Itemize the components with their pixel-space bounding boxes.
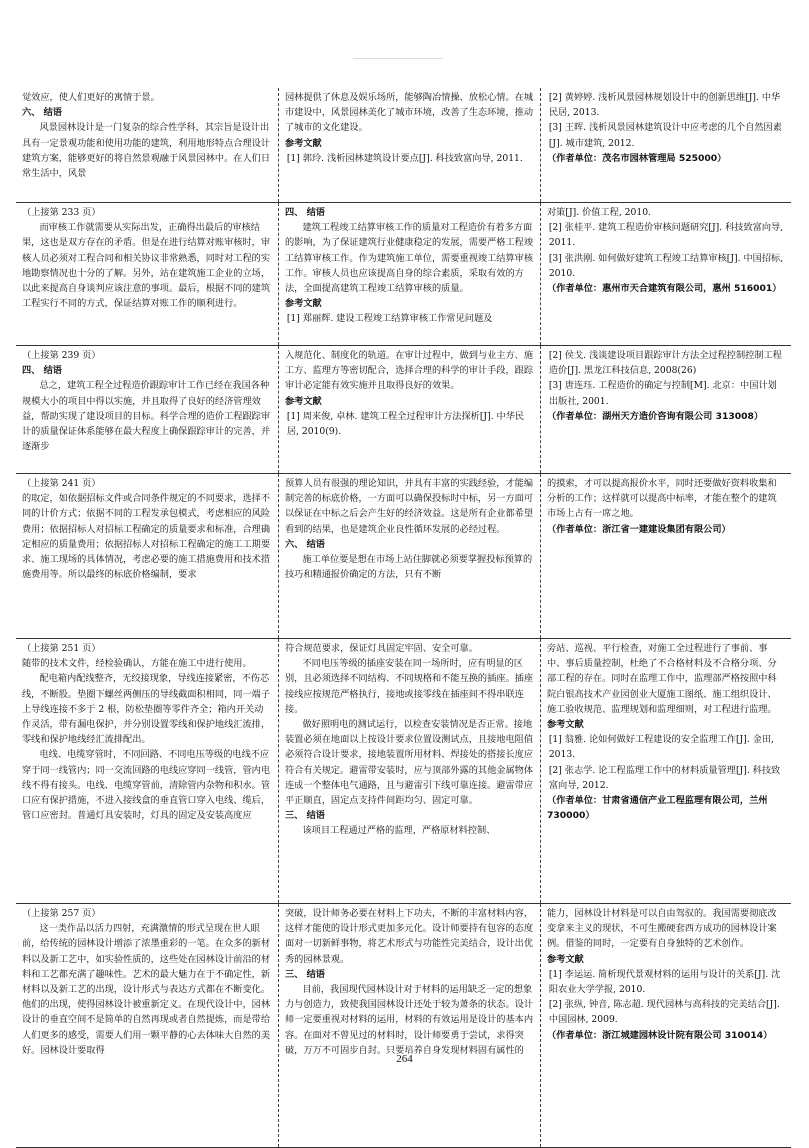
author-affiliation: （作者单位：惠州市天合建筑有限公司，惠州 516001）	[547, 283, 782, 295]
journal-page	[16, 88, 791, 1148]
reference-entry: [1] 郭玲. 浅析园林建筑设计要点[J]. 科技致富向导, 2011.	[286, 152, 523, 164]
author-affiliation: （作者单位：甘肃省通信产业工程监理有限公司，兰州 730000）	[547, 795, 768, 822]
reference-entry: [3] 张洪刚. 如何做好建筑工程竣工结算审核[J]. 中国招标, 2010.	[548, 252, 784, 279]
text-column	[16, 346, 278, 473]
text-column	[16, 203, 278, 345]
top-rule	[353, 58, 443, 59]
section-heading: 四、 结语	[285, 207, 325, 218]
paragraph: 建筑工程竣工结算审核工作的质量对工程造价有着多方面的影响，为了保证建筑行业健康稳定的发展，需要严格工程竣工结算审核工作。作为建筑施工单位，需要重视竣工结算审核工作。审核人员也应该提高自身的综合素质，采取有效的方法，全面提高建筑工程竣工结算审核的质量。	[285, 222, 534, 295]
reference-entry: [2] 侯戈. 浅谈建设项目跟踪审计方法全过程控制控制工程造价[J]. 黑龙江科技信息, 2008(26)	[548, 350, 782, 377]
reference-entry: [1] 周来俊, 卓林. 建筑工程全过程审计方法探析[J]. 中华民居, 2010(9).	[286, 410, 525, 438]
text-column	[278, 639, 540, 903]
reference-entry: [2] 张桂平. 建筑工程造价审核问题研究[J]. 科技致富向导, 2011.	[548, 222, 784, 249]
text-column	[540, 639, 791, 903]
paragraph: 该项目工程通过严格的监理，严格原材料控制、	[302, 825, 496, 837]
references-heading: 参考文献	[285, 298, 322, 310]
author-affiliation: （作者单位：茂名市园林管理局 525000）	[547, 152, 727, 164]
paragraph: 觉效应，使人们更好的寓情于景。	[22, 92, 160, 103]
paragraph: 电线、电缆穿管时，不同回路、不同电压等级的电线不应穿于同一线管内；同一交流回路的电线应穿同一线管，管内电线不得有接头。电线、电缆穿管前，清除管内杂物和积水。管口应有保护措施，不进入接线盒的垂直管口穿入电线、缆后，管口应密封。普通灯具安装时，灯具的固定及安装高度应	[22, 749, 271, 822]
paragraph: 的取定，如依据招标文件或合同条件规定的不同要求，选择不同的计价方式；依据不同的工程发承包模式，考虑相应的风险费用；依据招标人对招标工程确定的质量要求和标准，合理确定相应的质量费用；依据招标人对招标工程确定的施工工期要求、施工现场的具体情况，考虑必要的施工措施费用和技术措施费用等。所以最终的标底价格编制，要求	[22, 493, 271, 581]
author-affiliation: （作者单位：湖州天方造价咨询有限公司 313008）	[547, 410, 764, 422]
paragraph: 配电箱内配线整齐，无绞接现象，导线连接紧密，不伤芯线，不断股。垫圈下螺丝两侧压的导线截面积相同，同一端子上导线连接不多于 2 根，防松垫圈等零件齐全；箱内开关动作灵活，带有漏电保护，并分别设置零线和保护地线汇流排，零线和保护地线经汇流排配出。	[22, 673, 271, 746]
paragraph: 旁站、巡视、平行检查，对施工全过程进行了事前、事中、事后质量控制，杜绝了不合格材料及不合格分项、分部工程的存在。同时在监理工作中，监理部严格按照中科院白银高技术产业园创业大厦施工图纸、施工组织设计、施工验收规范、监理规划和监理细则，对工程进行监理。	[547, 643, 777, 715]
references-heading: 参考文献	[285, 137, 322, 149]
section-heading: 六、 结语	[22, 107, 62, 119]
page-number: 264	[396, 1053, 413, 1065]
reference-entry: [1] 李运运. 简析现代景观材料的运用与设计的关系[J]. 沈阳农业大学学报, 2010.	[548, 968, 781, 996]
author-affiliation: （作者单位：浙江省一建建设集团有限公司）	[547, 523, 731, 535]
text-column	[278, 346, 540, 473]
paragraph: 随带的技术文件，经检验确认，方能在施工中进行使用。	[22, 658, 252, 670]
text-column	[16, 904, 278, 1147]
paragraph: 不同电压等级的插座安装在同一场所时，应有明显的区别，且必须选择不同结构、不同规格和不能互换的插座。插座接线应按规范严格执行，接地或接零线在插座间不得串联连接。	[285, 658, 534, 715]
text-column	[540, 88, 791, 202]
paragraph: 预算人员有很强的理论知识，并具有丰富的实践经验，才能编制完善的标底价格，一方面可以确保投标时中标，另一方面可以保证在中标之后会产生好的经济效益。这是所有企业都希望看到的结果，也是建筑企业良性循环发展的必经过程。	[285, 478, 534, 535]
paragraph: 园林提供了休息及娱乐场所，能够陶冶情操、放松心情。在城市建设中，风景园林美化了城市环境，改善了生态环境，推动了城市的文化建设。	[285, 92, 534, 134]
paragraph: 的摸索，才可以提高报价水平，同时还要做好资料收集和分析的工作；这样就可以提高中标率，才能在整个的建筑市场上占有一席之地。	[547, 478, 777, 520]
section-heading: 六、 结语	[285, 538, 325, 550]
references-heading: 参考文献	[547, 953, 584, 965]
paragraph: 而审核工作就需要从实际出发，正确得出最后的审核结果，这也是双方存在的矛盾。但是在进行结算对账审核时，审核人员必须对工程合同和相关协议非常熟悉，同时对工程的实地勘察情况也十分的了解。另外，站在建筑施工企业的立场，以此来提高自身谈判应该注意的事项。最后，根据不同的建筑工程实行不同的方式，保证结算对账工作的顺利进行。	[22, 222, 271, 310]
references-heading: 参考文献	[547, 719, 584, 731]
paragraph: 风景园林设计是一门复杂的综合性学科，其宗旨是设计出具有一定景观功能和使用功能的建筑，利用地形特点合理设计建筑方案，能够更好的将自然景观融于风景园林中。在人们日常生活中，风景	[22, 122, 271, 180]
continuation-note: （上接第 251 页）	[22, 643, 101, 654]
text-column	[540, 346, 791, 473]
paragraph: 入规范化、制度化的轨道。在审计过程中，做到与业主方、施工方、监理方等密切配合，选择合理的科学的审计手段，跟踪审计必定能有效实施并且取得良好的效果。	[285, 350, 534, 392]
reference-entry: [2] 张志学. 论工程监理工作中的材料质量管理[J]. 科技致富向导, 2012.	[548, 764, 781, 791]
reference-entry: [1] 郑丽辉. 建设工程竣工结算审核工作常见问题及	[286, 313, 493, 325]
text-column	[278, 904, 540, 1147]
references-heading: 参考文献	[285, 395, 322, 407]
article-fragment	[16, 203, 791, 346]
section-heading: 三、 结语	[285, 810, 325, 822]
paragraph: 对策[J]. 价值工程, 2010.	[547, 207, 651, 218]
continuation-note: （上接第 257 页）	[22, 908, 101, 919]
paragraph: 做好照明电的测试运行，以检查安装情况是否正常。接地装置必须在地面以上按设计要求位置设测试点，且接地电阻值必须符合设计要求，接地装置所用材料、焊接处的搭接长度应符合有关规定。避雷带安装时，应与顶部外露的其他金属物体连成一个整体电气通路，且与避雷引下线可靠连接。避雷带应平正顺直，固定点支持件间距均匀、固定可靠。	[285, 719, 534, 807]
author-affiliation: （作者单位：浙江城建园林设计院有限公司 310014）	[547, 1029, 773, 1041]
article-fragment	[16, 346, 791, 474]
paragraph: 能力，园林设计材料是可以自由驾驭的。我国需要彻底改变拿来主义的现状，不可生搬硬套西方成功的园林设计案例。借鉴的同时，一定要有自身独特的艺术创作。	[547, 908, 777, 950]
text-column	[540, 203, 791, 345]
section-heading: 三、 结语	[285, 968, 325, 980]
text-column	[278, 474, 540, 638]
section-heading: 四、 结语	[22, 365, 62, 377]
paragraph: 突破，设计师务必要在材料上下功夫，不断的丰富材料内容，这样才能使的设计形式更加多元化。设计师要持有包容的态度面对一切新鲜事物，将艺术形式与功能性完美结合，设计出优秀的园林景观。	[285, 908, 534, 965]
article-fragment	[16, 639, 791, 904]
reference-entry: [2] 黄婷婷. 浅析风景园林规划设计中的创新思维[J]. 中华民居, 2013.	[548, 92, 781, 119]
article-fragment	[16, 904, 791, 1148]
article-fragment	[16, 88, 791, 203]
paragraph: 总之，建筑工程全过程造价跟踪审计工作已经在我国各种规模大小的项目中得以实施，并且取得了良好的经济管理效益，帮助实现了建设项目的目标。科学合理的造价工程跟踪审计的质量保证体系能够在最大程度上确保跟踪审计的完善，并逐渐步	[22, 380, 271, 453]
reference-entry: [2] 张纵, 钟音, 陈志超. 现代园林与高科技的完美结合[J]. 中国园林, 2009.	[548, 999, 780, 1026]
paragraph: 这一类作品以活力四射，充满激情的形式呈现在世人眼前，给传统的园林设计增添了浓墨重彩的一笔。在众多的新材料以及新工艺中，如实验性质的，这些处在园林设计前沿的材料和工艺都充满了趣味性。艺术的最大魅力在于不确定性，新材料以及新工艺的出现，设计形式与表达方式都在不断变化。他们的出现，使得园林设计被重新定义。在现代设计中，园林设计的垂直空间不是简单的自然再现或者自然提炼，而是带给人们更多的感受，需要人们用一颗平静的心去体味大自然的美好。园林设计要取得	[22, 923, 271, 1056]
paragraph: 符合规范要求，保证灯具固定牢固、安全可靠。	[285, 643, 478, 654]
continuation-note: （上接第 241 页）	[22, 478, 101, 489]
text-column	[16, 474, 278, 638]
text-column	[540, 474, 791, 638]
paragraph: 目前，我国现代园林设计对于材料的运用缺乏一定的想象力与创造力，致使我国园林设计还处于较为萧条的状态。设计师一定要重视对材料的运用，材料的有效运用是设计的基本内容。在面对不曾见过的材料时，设计师要勇于尝试，求得突破，万万不可固步自封。只要培养自身发现材料固有属性的	[285, 984, 534, 1056]
text-column	[16, 639, 278, 903]
article-fragment	[16, 474, 791, 639]
reference-entry: [1] 翁雅. 论如何做好工程建设的安全监理工作[J]. 金田, 2013.	[548, 734, 774, 761]
continuation-note: （上接第 233 页）	[22, 207, 101, 218]
text-column	[16, 88, 278, 202]
text-column	[278, 203, 540, 345]
continuation-note: （上接第 239 页）	[22, 350, 101, 361]
text-column	[540, 904, 791, 1147]
reference-entry: [3] 唐连珏. 工程造价的确定与控制[M]. 北京：中国计划出版社, 2001.	[548, 380, 777, 407]
paragraph: 施工单位要是想在市场上站住脚就必须要掌握投标预算的技巧和精通报价确定的方法，只有不断	[285, 554, 533, 581]
reference-entry: [3] 王晖. 浅析风景园林建筑设计中应考虑的几个自然因素[J]. 城市建筑, 2012.	[548, 122, 782, 149]
text-column	[278, 88, 540, 202]
